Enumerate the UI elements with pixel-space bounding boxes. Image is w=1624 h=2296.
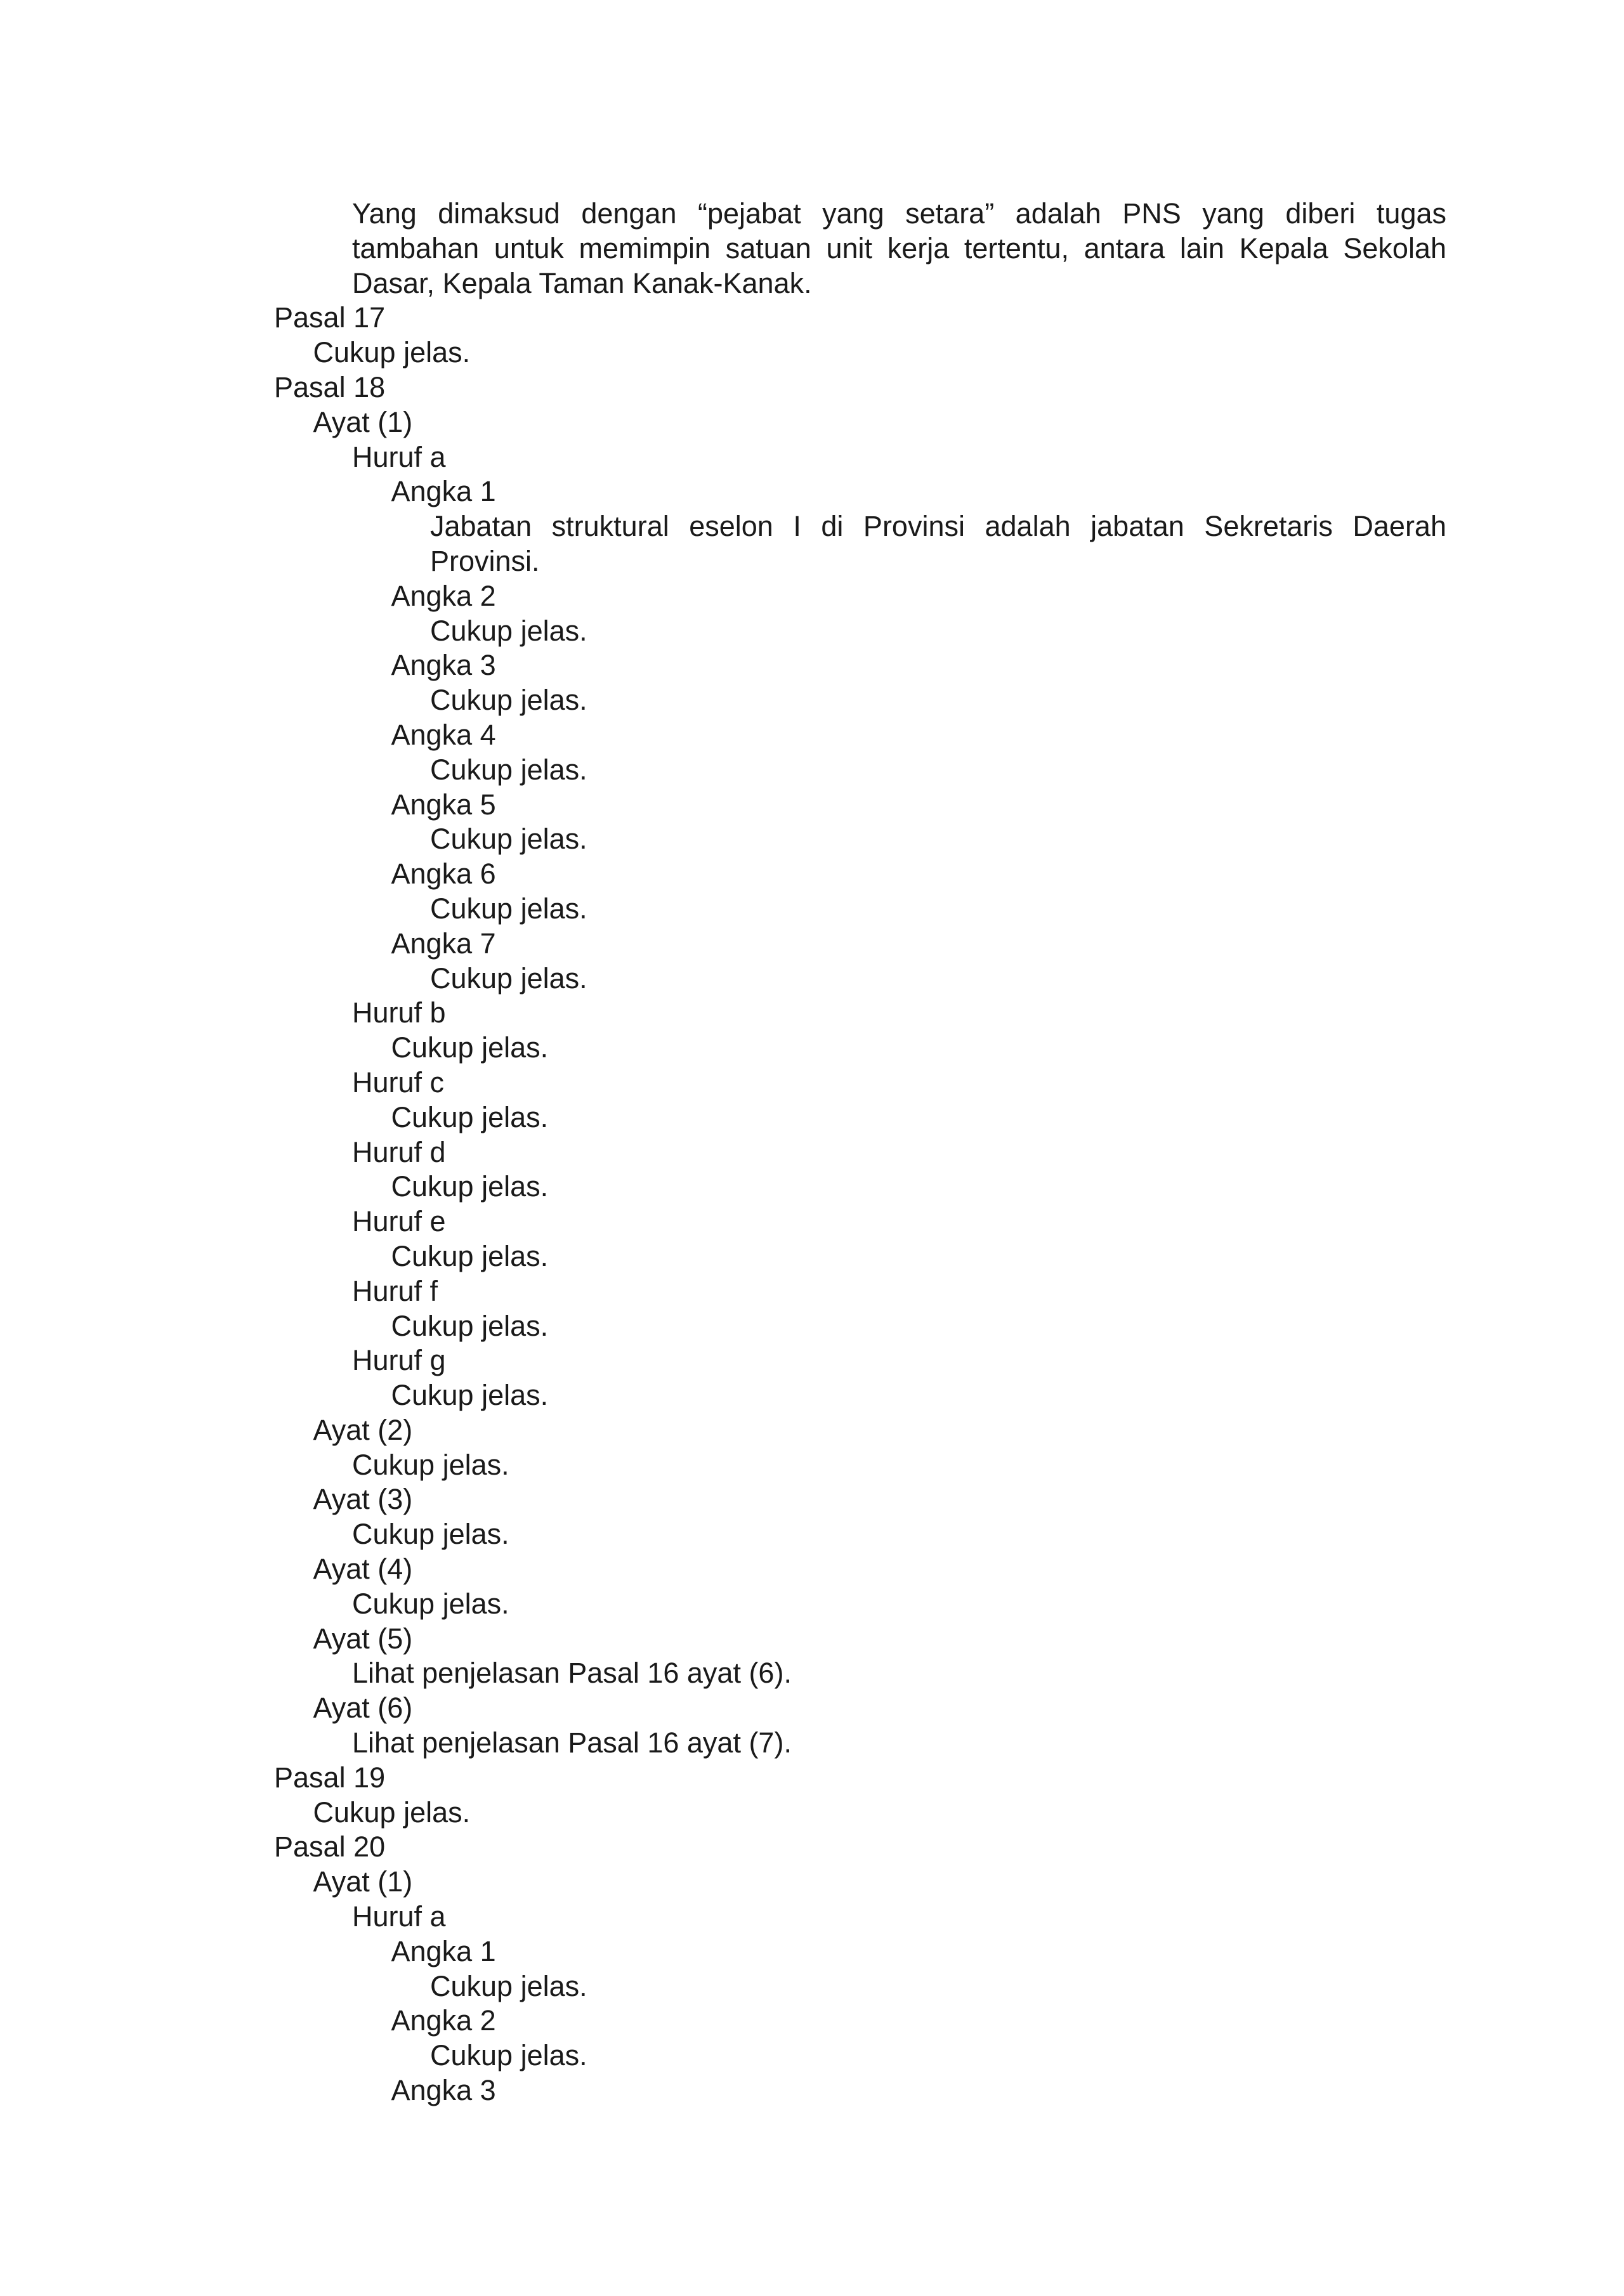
text-line-level-2: Lihat penjelasan Pasal 16 ayat (6).	[352, 1657, 792, 1690]
text-line-level-3: Angka 1	[391, 1934, 496, 1967]
text-line-level-2: Huruf a	[352, 1900, 446, 1933]
text-line-level-0: Pasal 18	[274, 370, 386, 403]
text-line-level-4: Cukup jelas.	[430, 962, 587, 995]
text-line-level-3: Cukup jelas.	[391, 1239, 549, 1272]
text-line-level-4: Cukup jelas.	[430, 1969, 587, 2002]
text-line-level-1: Ayat (1)	[313, 1865, 413, 1898]
text-line-level-4: Cukup jelas.	[430, 892, 587, 925]
text-line-level-4: Jabatan struktural eselon I di Provinsi adalah jabatan Sekretaris Daerah	[430, 510, 1446, 543]
text-line-level-2: Dasar, Kepala Taman Kanak-Kanak.	[352, 266, 812, 299]
text-line-level-2: Lihat penjelasan Pasal 16 ayat (7).	[352, 1726, 792, 1759]
text-line-level-1: Ayat (4)	[313, 1553, 413, 1586]
text-line-level-0: Pasal 20	[274, 1830, 386, 1863]
text-line-level-2: tambahan untuk memimpin satuan unit kerja tertentu, antara lain Kepala Sekolah	[352, 232, 1446, 264]
text-line-level-2: Cukup jelas.	[352, 1448, 509, 1481]
text-line-level-3: Cukup jelas.	[391, 1100, 549, 1133]
text-line-level-3: Cukup jelas.	[391, 1379, 549, 1412]
text-line-level-4: Provinsi.	[430, 544, 540, 577]
text-line-level-1: Ayat (3)	[313, 1483, 413, 1516]
text-line-level-2: Cukup jelas.	[352, 1587, 509, 1620]
text-line-level-3: Cukup jelas.	[391, 1170, 549, 1203]
text-line-level-1: Ayat (5)	[313, 1622, 413, 1655]
text-line-level-2: Huruf e	[352, 1205, 446, 1238]
text-line-level-2: Huruf c	[352, 1066, 445, 1099]
text-line-level-1: Cukup jelas.	[313, 336, 471, 369]
document-body	[0, 197, 1624, 2108]
text-line-level-2: Cukup jelas.	[352, 1518, 509, 1551]
text-line-level-4: Cukup jelas.	[430, 2039, 587, 2072]
text-line-level-3: Angka 4	[391, 718, 496, 751]
text-line-level-1: Ayat (6)	[313, 1692, 413, 1725]
text-line-level-4: Cukup jelas.	[430, 753, 587, 786]
text-line-level-3: Angka 7	[391, 927, 496, 960]
text-line-level-3: Angka 3	[391, 2074, 496, 2107]
text-line-level-3: Angka 6	[391, 858, 496, 890]
text-line-level-4: Cukup jelas.	[430, 823, 587, 856]
text-line-level-2: Huruf d	[352, 1135, 446, 1168]
text-line-level-3: Angka 3	[391, 649, 496, 682]
text-line-level-2: Yang dimaksud dengan “pejabat yang setara” adalah PNS yang diberi tugas	[352, 197, 1446, 230]
text-line-level-3: Cukup jelas.	[391, 1031, 549, 1064]
text-line-level-2: Huruf f	[352, 1274, 438, 1307]
text-line-level-2: Huruf g	[352, 1344, 446, 1377]
text-line-level-0: Pasal 19	[274, 1761, 386, 1794]
text-line-level-3: Angka 2	[391, 579, 496, 612]
text-line-level-4: Cukup jelas.	[430, 614, 587, 647]
text-line-level-2: Huruf a	[352, 440, 446, 473]
text-line-level-3: Angka 1	[391, 475, 496, 508]
text-line-level-3: Angka 2	[391, 2004, 496, 2037]
text-line-level-1: Ayat (2)	[313, 1413, 413, 1446]
text-line-level-2: Huruf b	[352, 996, 446, 1029]
text-line-level-1: Ayat (1)	[313, 405, 413, 438]
text-line-level-3: Angka 5	[391, 788, 496, 821]
text-line-level-0: Pasal 17	[274, 301, 386, 334]
text-line-level-3: Cukup jelas.	[391, 1309, 549, 1342]
text-line-level-4: Cukup jelas.	[430, 684, 587, 717]
text-line-level-1: Cukup jelas.	[313, 1796, 471, 1829]
